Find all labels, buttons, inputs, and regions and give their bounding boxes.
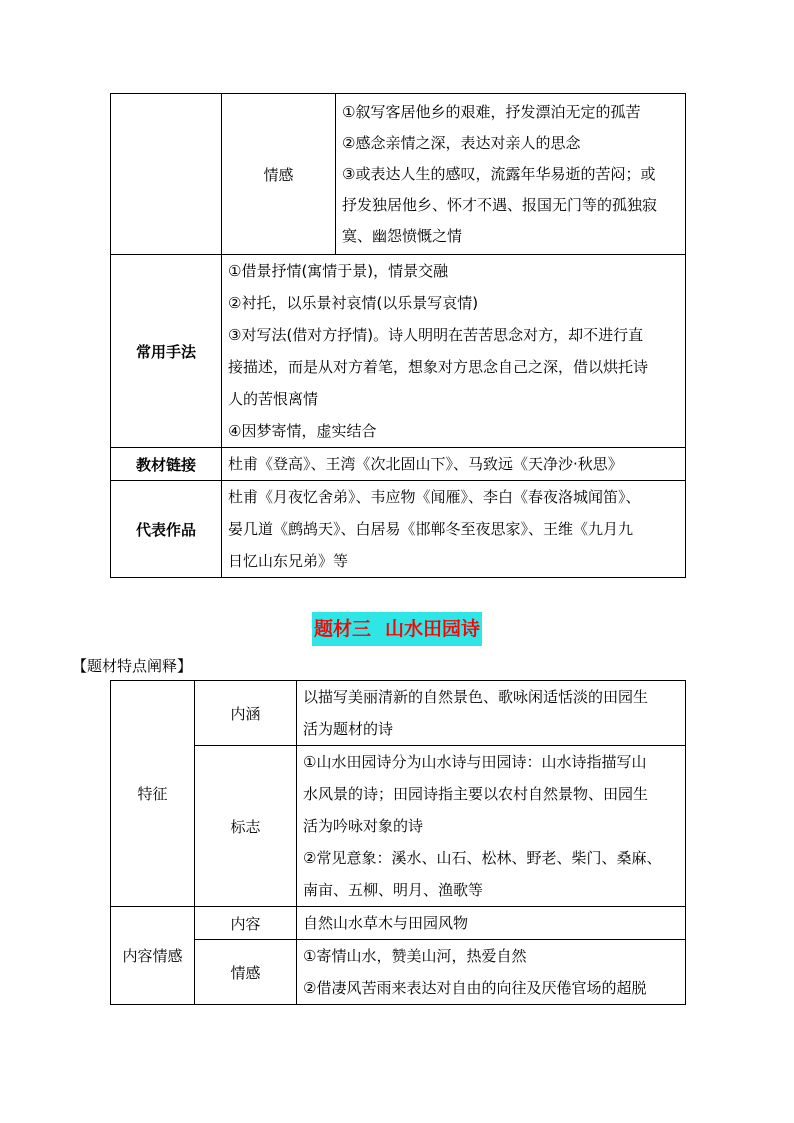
subheading: 【题材特点阐释】: [72, 657, 193, 675]
text-line: ①借景抒情(寓情于景)，情景交融: [228, 262, 449, 280]
techniques-label: 常用手法: [111, 255, 222, 448]
table-row-marks: [111, 746, 686, 907]
table-row-emotion2: [111, 940, 686, 1005]
text-line: 自然山水草木与田园风物: [303, 914, 469, 932]
text-line: 以描写美丽清新的自然景色、歌咏闲适恬淡的田园生: [303, 688, 649, 706]
text-line: 人的苦恨离情: [228, 390, 319, 408]
table-row-textbook: [111, 448, 686, 481]
text-line: 杜甫《登高》、王湾《次北固山下》、马致远《天净沙·秋思》: [228, 455, 623, 473]
text-line: ④因梦寄情，虚实结合: [228, 422, 377, 440]
text-line: ③对写法(借对方抒情)。诗人明明在苦苦思念对方，却不进行直: [228, 326, 644, 344]
text-line: 晏几道《鹧鸪天》、白居易《邯郸冬至夜思家》、王维《九月九: [228, 520, 634, 538]
emotion-content: [336, 94, 686, 255]
table-row-representative: [111, 481, 686, 578]
features-label: 特征: [111, 681, 195, 907]
heading-title: 山水田园诗: [385, 618, 481, 640]
text-line: ②感念亲情之深，表达对亲人的思念: [342, 133, 581, 152]
text-line: ②常见意象：溪水、山石、松林、野老、柴门、桑麻、: [303, 849, 662, 867]
landscape-poetry-table: [110, 680, 686, 1005]
empty-cell: [111, 94, 222, 255]
emotion2-label: 情感: [195, 940, 297, 1005]
text-line: 日忆山东兄弟》等: [228, 552, 349, 570]
text-line: ①寄情山水，赞美山河，热爱自然: [303, 947, 527, 965]
text-line: ①山水田园诗分为山水诗与田园诗：山水诗指描写山: [303, 753, 647, 771]
table-row-emotion: [111, 94, 686, 255]
text-line: 水风景的诗；田园诗指主要以农村自然景物、田园生: [303, 785, 649, 803]
representative-content: [222, 481, 686, 578]
text-line: 南亩、五柳、明月、渔歌等: [303, 881, 484, 899]
content-label: 内容: [195, 907, 297, 940]
textbook-content: [222, 448, 686, 481]
table-row-connotation: [111, 681, 686, 746]
text-line: 接描述，而是从对方着笔，想象对方思念自己之深，借以烘托诗: [228, 358, 649, 376]
text-line: 抒发独居他乡、怀才不遇、报国无门等的孤独寂: [342, 195, 658, 214]
text-line: ②衬托，以乐景衬哀情(以乐景写哀情): [228, 294, 479, 312]
content-emotion-label: 内容情感: [111, 907, 195, 1005]
content-content: [297, 907, 686, 940]
textbook-label: 教材链接: [111, 448, 222, 481]
techniques-content: [222, 255, 686, 448]
theme-table-continued: [110, 93, 686, 578]
section-heading-wrap: [0, 612, 794, 646]
connotation-label: 内涵: [195, 681, 297, 746]
text-line: ③或表达人生的感叹，流露年华易逝的苦闷；或: [342, 164, 656, 183]
text-line: 杜甫《月夜忆舍弟》、韦应物《闻雁》、李白《春夜洛城闻笛》、: [228, 488, 641, 506]
marks-content: [297, 746, 686, 907]
text-line: 寞、幽怨愤慨之情: [342, 226, 463, 245]
table-row-content: [111, 907, 686, 940]
marks-label: 标志: [195, 746, 297, 907]
heading-number: 题材三: [313, 618, 371, 640]
table-row-techniques: [111, 255, 686, 448]
section-heading: [312, 612, 482, 646]
text-line: ②借凄风苦雨来表达对自由的向往及厌倦官场的超脱: [303, 979, 647, 997]
connotation-content: [297, 681, 686, 746]
text-line: 活为题材的诗: [303, 720, 394, 738]
text-line: ①叙写客居他乡的艰难，抒发漂泊无定的孤苦: [342, 102, 641, 121]
text-line: 活为吟咏对象的诗: [303, 817, 424, 835]
emotion-label: 情感: [222, 94, 336, 255]
representative-label: 代表作品: [111, 481, 222, 578]
emotion2-content: [297, 940, 686, 1005]
